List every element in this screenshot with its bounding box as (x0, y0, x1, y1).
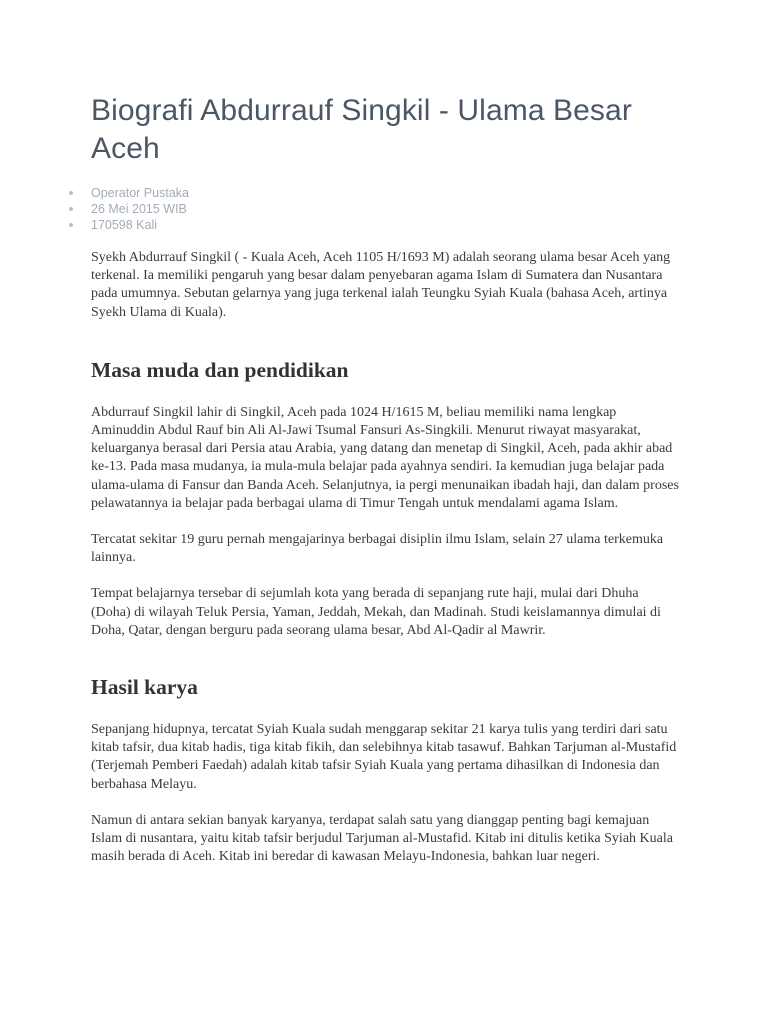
section-heading-works: Hasil karya (91, 675, 198, 700)
bullet-icon (69, 223, 73, 227)
article-meta-list (91, 185, 681, 233)
meta-date-text: 26 Mei 2015 WIB (91, 202, 187, 216)
meta-date (91, 201, 681, 217)
section-paragraph: Namun di antara sekian banyak karyanya, terdapat salah satu yang dianggap penting bagi kemajuan Islam di nusantara, yaitu kitab tafsir berjudul Tarjuman al-Mustafid. Kitab ini ditulis ketika Syiah Kuala masih berada di Aceh. Kitab ini beredar di kawasan Melayu-Indonesia, bahkan luar negeri. (91, 812, 673, 865)
meta-author-text: Operator Pustaka (91, 186, 189, 200)
section-paragraph: Abdurrauf Singkil lahir di Singkil, Aceh pada 1024 H/1615 M, beliau memiliki nama lengkap Aminuddin Abdul Rauf bin Ali Al-Jawi Tsumal Fansuri As-Singkili. Menurut riwayat masyarakat, keluarganya berasal dari Persia atau Arabia, yang datang dan menetap di Singkil, Aceh, pada akhir abad ke-13. Pada masa mudanya, ia mula-mula belajar pada ayahnya sendiri. Ia kemudian juga belajar pada ulama-ulama di Fansur dan Banda Aceh. Selanjutnya, ia pergi menunaikan ibadah haji, dan dalam proses pelawatannya ia belajar pada berbagai ulama di Timur Tengah untuk mendalami agama Islam. (91, 404, 679, 511)
article (91, 92, 681, 866)
meta-author (91, 185, 681, 201)
intro-paragraph: Syekh Abdurrauf Singkil ( - Kuala Aceh, Aceh 1105 H/1693 M) adalah seorang ulama besar Aceh yang terkenal. Ia memiliki pengaruh yang besar dalam penyebaran agama Islam di Sumatera dan Nusantara pada umumnya. Sebutan gelarnya yang juga terkenal ialah Teungku Syiah Kuala (bahasa Aceh, artinya Syekh Ulama di Kuala). (91, 250, 671, 320)
section-paragraph: Sepanjang hidupnya, tercatat Syiah Kuala sudah menggarap sekitar 21 karya tulis yang terdiri dari satu kitab tafsir, dua kitab hadis, tiga kitab fikih, dan selebihnya kitab tasawuf. Bahkan Tarjuman al-Mustafid (Terjemah Pemberi Faedah) adalah kitab tafsir Syiah Kuala yang pertama dihasilkan di Indonesia dan berbahasa Melayu. (91, 722, 677, 792)
meta-views-text: 170598 Kali (91, 218, 158, 232)
meta-views (91, 217, 681, 233)
bullet-icon (69, 191, 73, 195)
section-paragraph: Tempat belajarnya tersebar di sejumlah kota yang berada di sepanjang rute haji, mulai dari Dhuha (Doha) di wilayah Teluk Persia, Yaman, Jeddah, Mekah, dan Madinah. Studi keislamannya dimulai di Doha, Qatar, dengan berguru pada seorang ulama besar, Abd Al-Qadir al Mawrir. (91, 586, 661, 638)
section-heading-early-life: Masa muda dan pendidikan (91, 357, 349, 382)
section-paragraph: Tercatat sekitar 19 guru pernah mengajarinya berbagai disiplin ilmu Islam, selain 27 ulama terkemuka lainnya. (91, 532, 664, 566)
article-title: Biografi Abdurrauf Singkil - Ulama Besar Aceh (91, 94, 632, 165)
bullet-icon (69, 207, 73, 211)
